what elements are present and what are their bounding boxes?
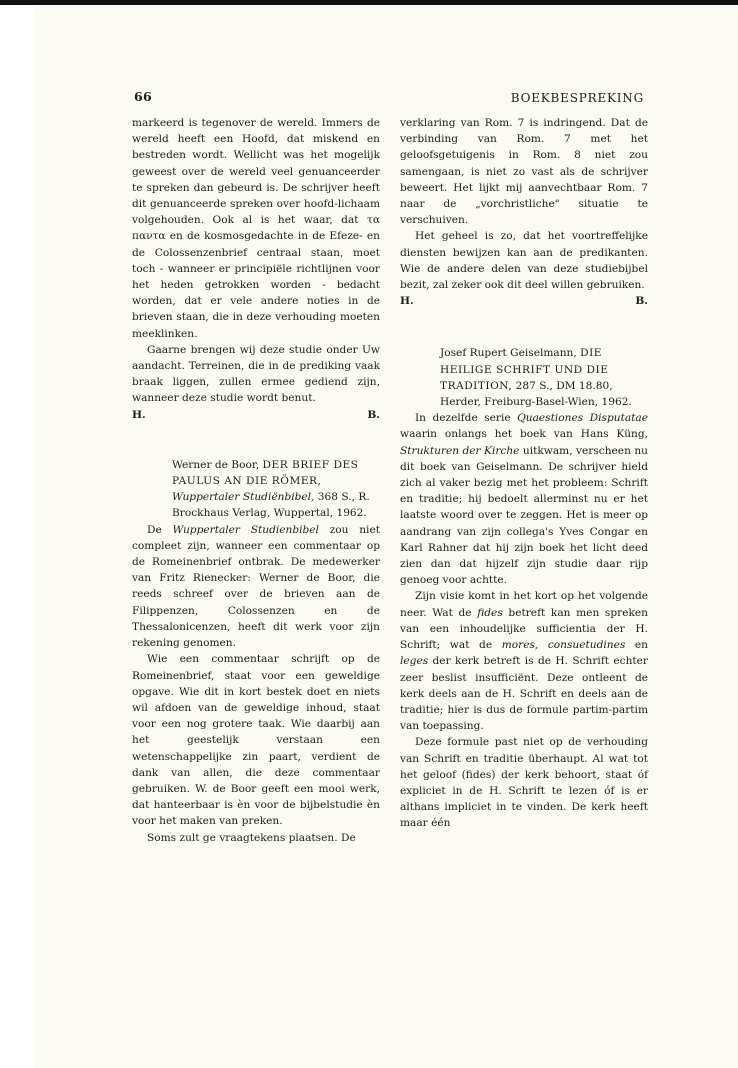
signature-initial-first: H. xyxy=(400,295,414,308)
review-details: 368 S., R. Brockhaus Verlag, Wuppertal, 1962. xyxy=(172,491,370,520)
text-run: In dezelfde serie xyxy=(415,412,518,425)
review-book-title: DIE HEILIGE SCHRIFT UND DIE TRADITION, xyxy=(440,347,609,392)
review-series: Wuppertaler Studiënbibel, xyxy=(172,491,315,504)
series-name: Quaestiones Disputatae xyxy=(517,412,648,425)
reviewer-signature xyxy=(132,407,380,423)
signature-initial-first: H. xyxy=(132,408,146,421)
paragraph-conclusion: Het geheel is zo, dat het voortreffelijke diensten bewijzen kan aan de predikanten. Wie de andere delen van deze studiebijbel bezit, zal zeker ook dit deel willen gebruiken. xyxy=(400,230,648,292)
text-run: uitkwam, verscheen nu dit boek van Geiselmann. De schrijver hield zich al vaker bezig met het probleem: Schrift en traditie; hij bedoelt allerminst nu er het laatste woord over te zeggen. Het is meer op aandrang van zijn collega's Yves Congar en Karl Rahner dat hij zijn boek het licht deed zien dan dat hijzelf zijn studie daar rijp genoeg voor achtte. xyxy=(400,444,648,587)
term-leges: leges xyxy=(400,655,429,668)
paragraph-continuation: markeerd is tegenover de wereld. Immers de wereld heeft een Hoofd, dat miskend en bestreden wordt. Wellicht was het mogelijk geweest over de wereld veel genuanceerder te spreken dan gebeurd is. De schrijver heeft dit genuanceerde spreken over hoofd-lichaam volgehouden. Ook al is het waar, dat τα παντα en de kosmosgedachte in de Efeze- en de Colossenzenbrief centraal staan, moet toch - wanneer er principiële richtlijnen voor het heden getrokken worden - bedacht worden, dat er vele andere noties in de brieven staan, die in deze verhouding moeten meeklinken. xyxy=(132,117,380,340)
review-book-title: DER BRIEF DES PAULUS AN DIE RÖMER, xyxy=(172,458,359,488)
text-run: der kerk betreft is de H. Schrift echter zeer beslist insufficiënt. Deze ontleent de kerk deels aan de H. Schrift en deels aan de traditie; hier is dus de formule partim-partim van toepassing. xyxy=(400,655,648,733)
paragraph-recommendation: Gaarne brengen wij deze studie onder Uw aandacht. Terreinen, die in de prediking vaak braak liggen, zullen ermee gediend zijn, wanneer deze studie wordt benut. xyxy=(132,343,380,405)
text-run: De xyxy=(147,523,173,536)
text-run: betreft kan men spreken van een inhoudelijke sufficientia der H. Schrift; wat de xyxy=(400,606,648,652)
paragraph-intro-de-boor xyxy=(132,522,380,652)
review-heading-geiselmann xyxy=(400,345,648,410)
review-author: Josef Rupert Geiselmann, xyxy=(440,347,581,360)
scan-edge-left xyxy=(0,0,34,1068)
text-run: zou niet compleet zijn, wanneer een commentaar op de Romeinenbrief ontbrak. De medewerker van Fritz Rienecker: Werner de Boor, die reeds schreef over de brieven aan de Filippenzen, Colossenzen en de Thessalonicenzen, heeft dit werk voor zijn rekening genomen. xyxy=(132,523,380,650)
left-column xyxy=(132,115,380,846)
paragraph-vision xyxy=(400,588,648,734)
book-page xyxy=(34,5,738,1068)
paragraph-series-intro xyxy=(400,410,648,588)
review-details: 287 S., DM 18.80, Herder, Freiburg-Basel-Wien, 1962. xyxy=(440,379,632,409)
review-heading-de-boor xyxy=(132,457,380,522)
term-mores: mores, consuetudines xyxy=(501,639,626,652)
book-title-italic: Strukturen der Kirche xyxy=(400,444,520,457)
text-run: Zijn visie komt in het kort op het volgende neer. Wat de xyxy=(400,590,648,619)
review-author: Werner de Boor, xyxy=(172,458,263,471)
paragraph-questions: Soms zult ge vraagtekens plaatsen. De xyxy=(147,831,356,844)
paragraph-formula: Deze formule past niet op de verhouding van Schrift en traditie überhaupt. Al wat tot het geloof (fides) der kerk behoort, staat óf expliciet in de H. Schrift te lezen óf is er althans impliciet in te vinden. De kerk heeft maar één xyxy=(400,736,648,830)
term-fides: fides xyxy=(477,606,503,619)
signature-initial-last: B. xyxy=(367,408,380,421)
paragraph-assessment: Wie een commentaar schrijft op de Romeinenbrief, staat voor een geweldige opgave. Wie dit in kort bestek doet en niets wil afdoen van de geweldige inhoud, staat voor een nog grotere taak. Wie daarbij aan het geestelijk verstaan een wetenschappelijke zin paart, verdient de dank van allen, die deze commentaar gebruiken. W. de Boor geeft een mooi werk, dat hanteerbaar is èn voor de bijbelstudie èn voor het maken van preken. xyxy=(132,653,380,828)
page-number: 66 xyxy=(134,89,152,104)
text-run: en xyxy=(625,639,649,652)
text-run: waarin onlangs het boek van Hans Küng, xyxy=(400,428,648,441)
signature-initial-last: B. xyxy=(635,295,648,308)
running-head: BOEKBESPREKING xyxy=(510,91,644,105)
reviewer-signature xyxy=(400,293,648,309)
series-name: Wuppertaler Studienbibel xyxy=(172,523,319,536)
paragraph-rom7: verklaring van Rom. 7 is indringend. Dat de verbinding van Rom. 7 met het geloofsgetuigenis in Rom. 8 niet zou samengaan, is niet zo vast als de schrijver beweert. Het lijkt mij aanvechtbaar Rom. 7 naar de „vorchristliche" situatie te verschuiven. xyxy=(400,117,648,227)
right-column xyxy=(400,115,648,832)
